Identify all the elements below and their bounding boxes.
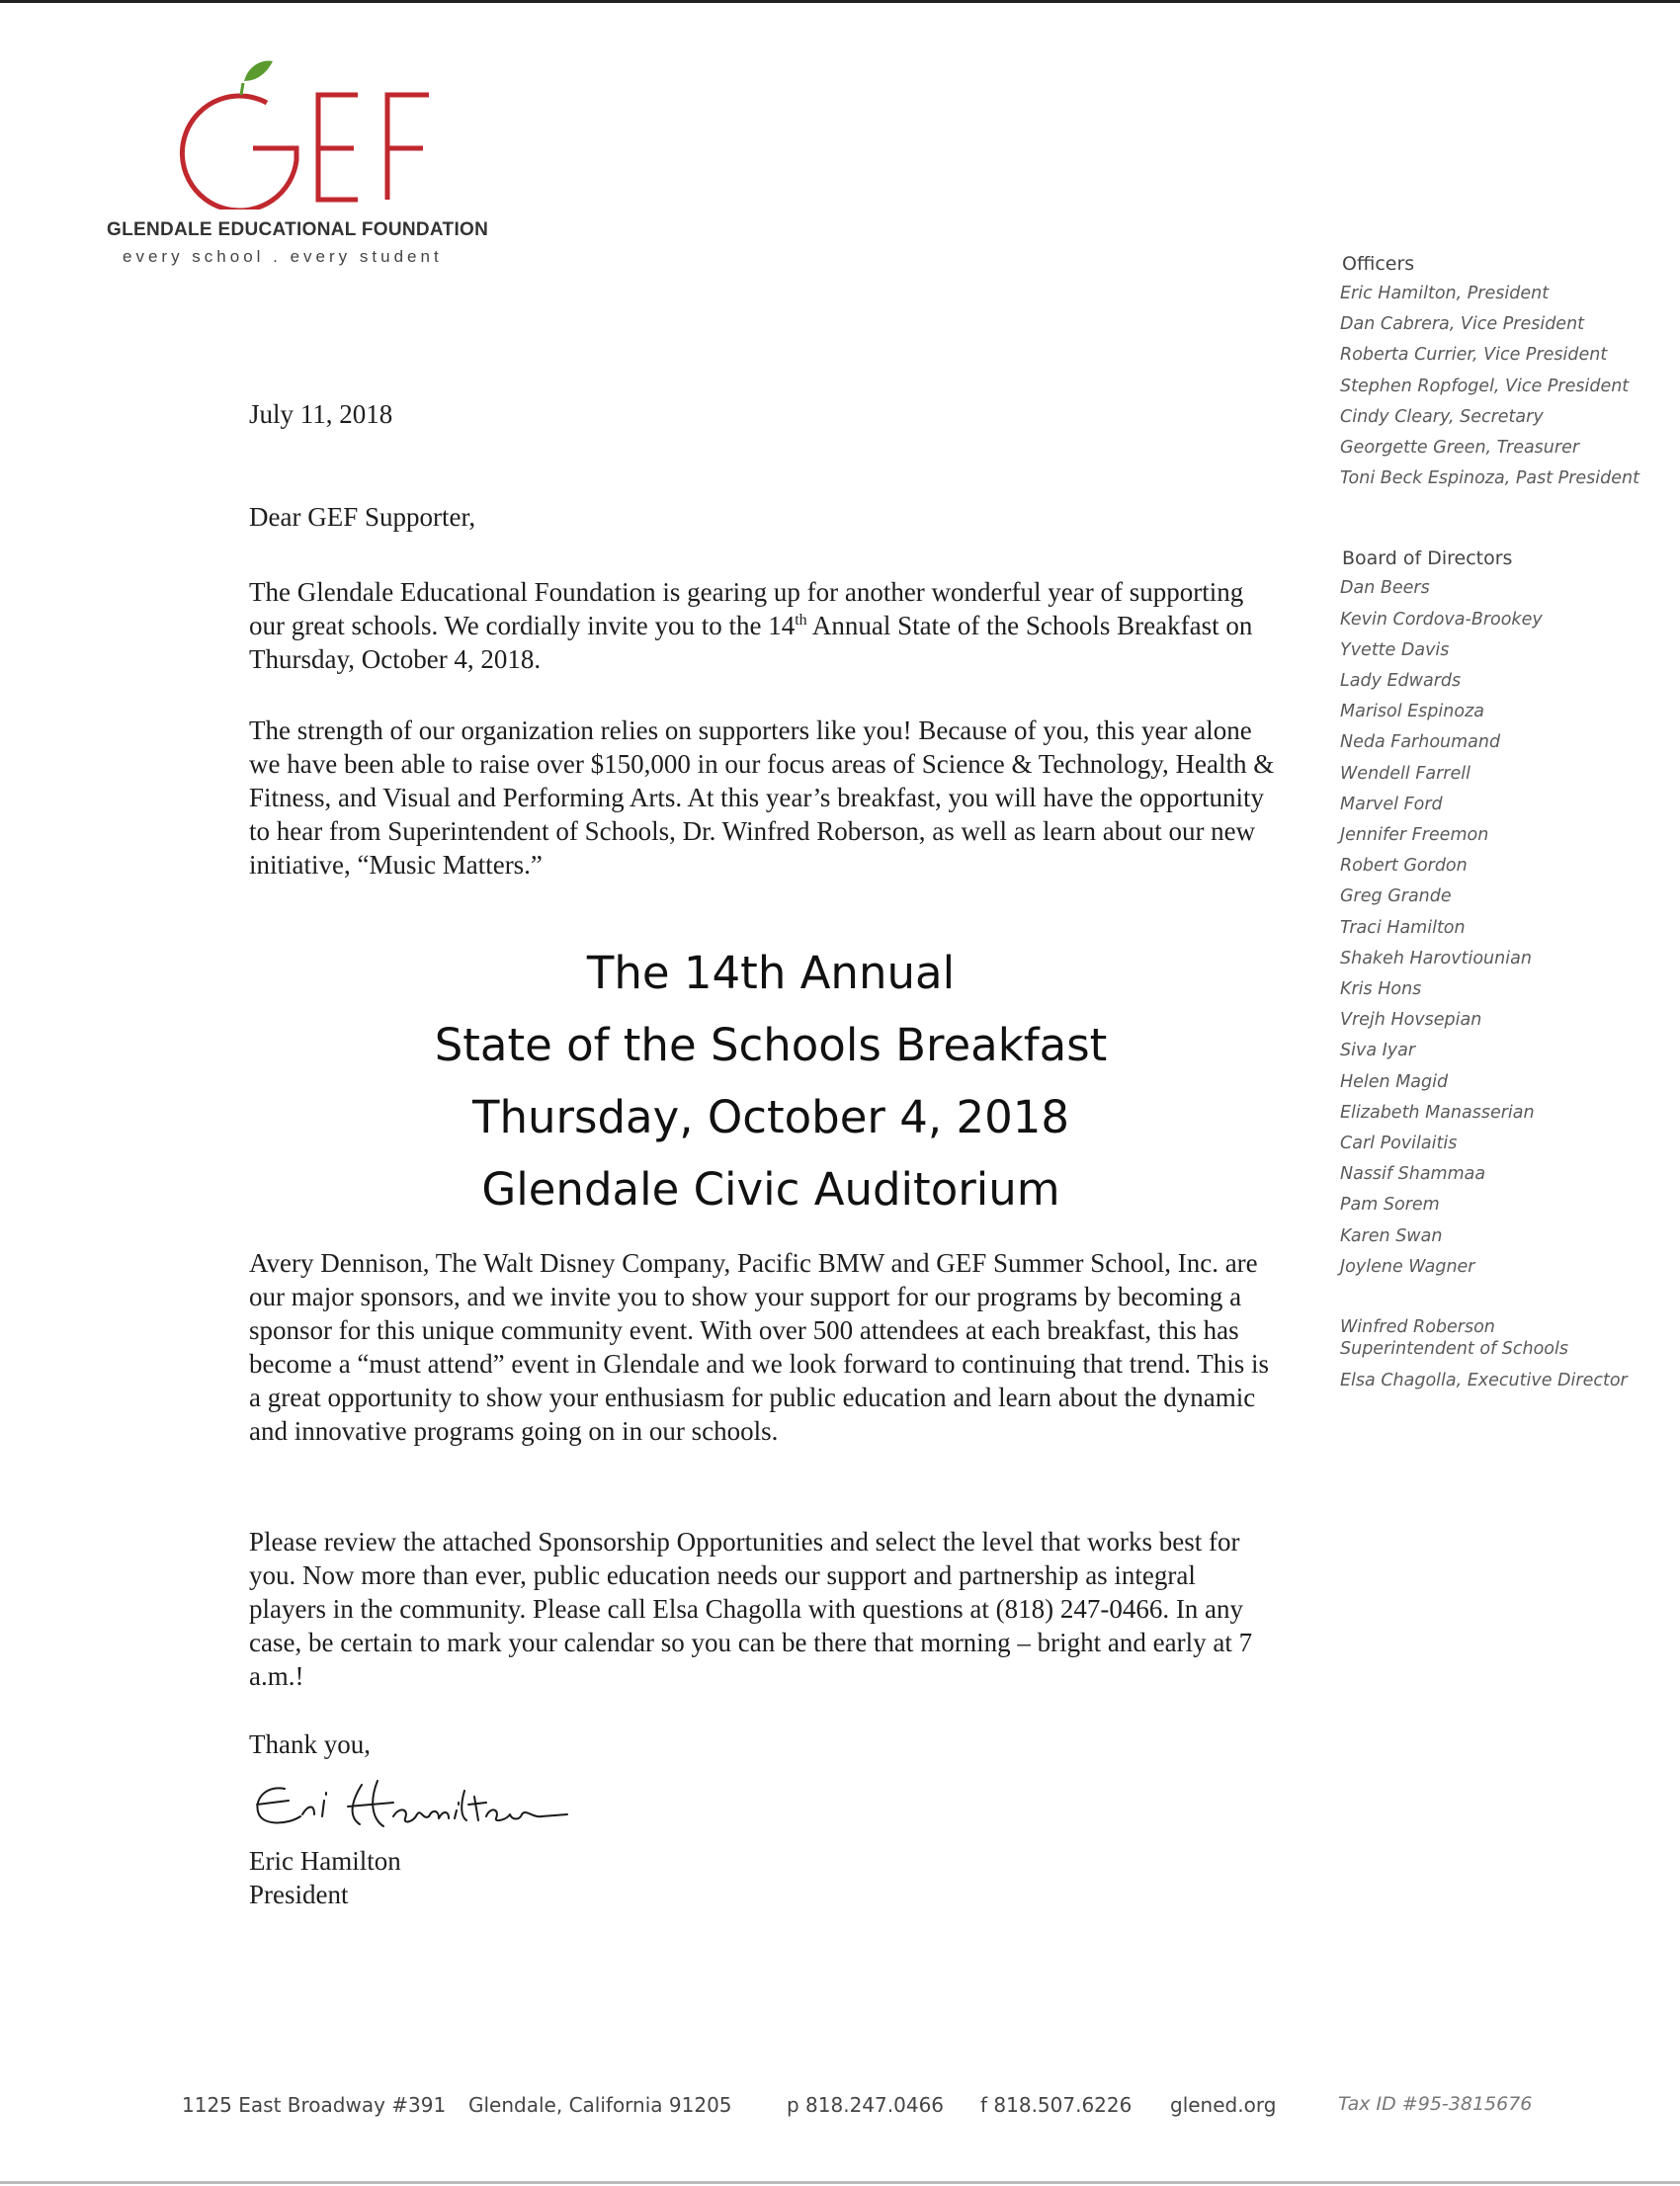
ordinal-suffix: th [795, 612, 807, 629]
superintendent-name: Winfred Roberson [1340, 1317, 1495, 1338]
officer-item: Georgette Green, Treasurer [1340, 438, 1580, 459]
board-member: Kris Hons [1340, 979, 1422, 1000]
footer-fax: f 818.507.6226 [980, 2093, 1133, 2117]
board-member: Carl Povilaitis [1340, 1134, 1458, 1154]
officer-item: Stephen Ropfogel, Vice President [1340, 376, 1630, 396]
paragraph-strength: The strength of our organization relies on supporters like you! Because of you, this year alone we have been able to raise over $150,000 in our focus areas of Science & Technology, Health & Fitness, and Visual and Performing Arts. At this year’s breakfast, you will have the opportunity to hear from Superintendent of Schools, Dr. Winfred Roberson, as well as learn about our new initiative, “Music Matters.” [249, 715, 1275, 880]
board-member: Traci Hamilton [1340, 917, 1466, 938]
officer-item: Dan Cabrera, Vice President [1340, 314, 1585, 335]
paragraph-invitation-part2: Annual State of the Schools Breakfast on Thursday, October 4, 2018. [249, 611, 1253, 674]
board-section [1340, 547, 1666, 1283]
paragraph-invitation [249, 575, 1277, 676]
handwritten-signature [245, 1771, 571, 1840]
page-top-rule [0, 0, 1680, 3]
footer-tax-id: Tax ID #95-3815676 [1338, 2093, 1533, 2115]
board-member: Robert Gordon [1340, 856, 1468, 877]
footer-city: Glendale, California 91205 [468, 2093, 732, 2117]
paragraph-call-to-action: Please review the attached Sponsorship Opportunities and select the level that works best for you. Now more than ever, public education needs our support and partnership as integral players in the community. Please call Elsa Chagolla with questions at (818) 247-0466. In any case, be certain to mark your calendar so you can be there that morning – bright and early at 7 a.m.! [249, 1527, 1253, 1691]
letter-closing: Thank you, [249, 1729, 371, 1759]
superintendent-title: Superintendent of Schools [1340, 1339, 1568, 1360]
event-date-line: Thursday, October 4, 2018 [471, 1091, 1069, 1143]
board-member: Kevin Cordova-Brookey [1340, 609, 1543, 630]
event-announcement [296, 937, 1245, 1225]
board-member: Marvel Ford [1340, 794, 1443, 814]
board-heading: Board of Directors [1342, 547, 1513, 570]
event-name-line: State of the Schools Breakfast [434, 1019, 1108, 1071]
footer-phone: p 818.247.0466 [787, 2093, 945, 2117]
board-member: Nassif Shammaa [1340, 1164, 1486, 1185]
org-tagline: every school . every student [123, 247, 443, 266]
officers-heading: Officers [1342, 253, 1415, 275]
officer-item: Roberta Currier, Vice President [1340, 345, 1608, 366]
board-member: Pam Sorem [1340, 1195, 1440, 1216]
officer-item: Toni Beck Espinoza, Past President [1340, 468, 1639, 489]
gef-logo-mark [146, 51, 482, 210]
footer-website: glened.org [1170, 2093, 1277, 2117]
page-bottom-rule [0, 2181, 1680, 2184]
signer-name: Eric Hamilton [249, 1846, 401, 1876]
board-member: Siva Iyar [1340, 1041, 1416, 1061]
staff-section [1340, 1316, 1666, 1391]
board-member: Neda Farhoumand [1340, 732, 1501, 753]
board-member: Joylene Wagner [1340, 1256, 1475, 1277]
executive-director: Elsa Chagolla, Executive Director [1340, 1371, 1628, 1391]
board-member: Helen Magid [1340, 1071, 1449, 1092]
board-member: Elizabeth Manasserian [1340, 1102, 1535, 1123]
signer-title: President [249, 1880, 349, 1909]
officers-list [1340, 279, 1666, 494]
leadership-sidebar [1340, 253, 1666, 1391]
signer-block [249, 1844, 1277, 1911]
board-member: Karen Swan [1340, 1225, 1443, 1246]
letter-greeting: Dear GEF Supporter, [249, 502, 476, 532]
board-member: Dan Beers [1340, 578, 1430, 599]
board-member: Jennifer Freemon [1340, 825, 1489, 846]
board-member: Wendell Farrell [1340, 763, 1470, 784]
board-member: Greg Grande [1340, 886, 1452, 907]
board-member: Lady Edwards [1340, 671, 1462, 692]
board-member: Vrejh Hovsepian [1340, 1010, 1482, 1031]
board-member: Yvette Davis [1340, 639, 1450, 660]
paragraph-invitation-part1: The Glendale Educational Foundation is gearing up for another wonderful year of supporting our great schools. We cordially invite you to the 14 [249, 577, 1244, 640]
event-venue-line: Glendale Civic Auditorium [481, 1163, 1060, 1216]
gef-logo [107, 51, 522, 269]
board-member: Marisol Espinoza [1340, 702, 1484, 722]
paragraph-sponsors: Avery Dennison, The Walt Disney Company, Pacific BMW and GEF Summer School, Inc. are our major sponsors, and we invite you to show your support for our programs by becoming a sponsor for this unique community event. With over 500 attendees at each breakfast, this has become a “must attend” event in Glendale and we look forward to continuing that trend. This is a great opportunity to show your enthusiasm for public education and learn about the dynamic and innovative programs going on in our schools. [249, 1248, 1269, 1446]
board-list [1340, 573, 1666, 1283]
letterhead-footer [182, 2093, 1565, 2129]
event-title-line: The 14th Annual [586, 947, 956, 999]
board-member: Shakeh Harovtiounian [1340, 948, 1532, 968]
officer-item: Cindy Cleary, Secretary [1340, 406, 1544, 427]
letter-date: July 11, 2018 [249, 399, 393, 429]
officer-item: Eric Hamilton, President [1340, 284, 1550, 303]
org-name: GLENDALE EDUCATIONAL FOUNDATION [107, 219, 489, 240]
footer-address: 1125 East Broadway #391 [182, 2093, 447, 2117]
